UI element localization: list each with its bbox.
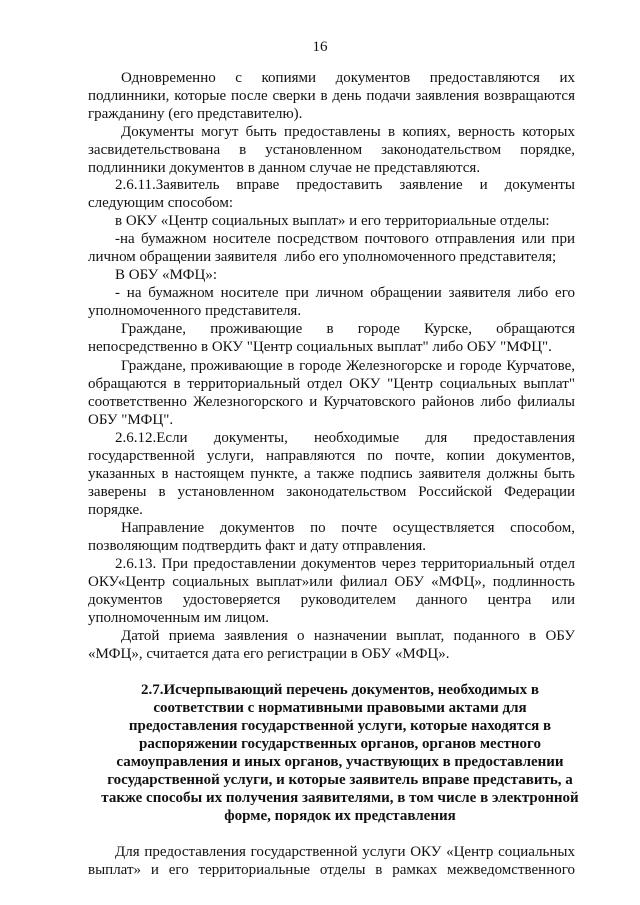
text-line: уполномоченного представителя.	[88, 303, 302, 319]
page-number: 16	[312, 39, 328, 55]
text-line: в ОКУ «Центр социальных выплат» и его территориальные отделы:	[115, 213, 550, 229]
text-line: - на бумажном носителе при личном обращении заявителя либо его	[115, 285, 575, 301]
text-line: выплат» и его территориальные отделы в рамках межведомственного	[88, 862, 575, 878]
text-line: следующим способом:	[88, 195, 233, 211]
text-line: Документы могут быть предоставлены в копиях, верность которых	[121, 124, 575, 140]
section-heading-line: распоряжении государственных органов, органов местного	[139, 736, 541, 752]
text-line: уполномоченным им лицом.	[88, 610, 270, 626]
text-line: документов удостоверяется руководителем данного центра или	[88, 592, 575, 608]
text-line: указанных в настоящем пункте, а также подпись заявителя должны быть	[88, 466, 575, 482]
text-line: засвидетельствована в установленном законодательством порядке,	[88, 142, 575, 158]
section-heading-line: государственной услуги, и которые заявитель вправе представить, а	[107, 772, 573, 788]
text-line: 2.6.13. При предоставлении документов через территориальный отдел	[115, 556, 575, 572]
text-line: Граждане, проживающие в городе Курске, обращаются	[121, 321, 575, 337]
text-line: подлинники, которые после сверки в день подачи заявления возвращаются	[88, 88, 575, 104]
text-line: гражданину (его представителю).	[88, 106, 303, 122]
section-heading-line: самоуправления и иных органов, участвующих в предоставлении	[116, 754, 564, 770]
section-heading-line: также способы их получения заявителями, в том числе в электронной	[101, 790, 579, 806]
text-line: Направление документов по почте осуществляется способом,	[121, 520, 575, 536]
text-line: Граждане, проживающие в городе Железногорске и городе Курчатове,	[121, 358, 575, 374]
text-line: порядке.	[88, 502, 143, 518]
text-line: Для предоставления государственной услуги ОКУ «Центр социальных	[115, 844, 575, 860]
text-line: 2.6.12.Если документы, необходимые для предоставления	[115, 430, 575, 446]
text-line: заверены в установленном законодательством Российской Федерации	[88, 484, 575, 500]
text-line: -на бумажном носителе посредством почтового отправления или при	[115, 231, 575, 247]
text-line: подлинники документов в данном случае не представляются.	[88, 160, 481, 176]
text-line: позволяющим подтвердить факт и дату отправления.	[88, 538, 427, 554]
text-line: личном обращении заявителя либо его уполномоченного представителя;	[88, 249, 557, 265]
text-line: ОКУ«Центр социальных выплат»или филиал ОБУ «МФЦ», подлинность	[88, 574, 575, 590]
text-line: В ОБУ «МФЦ»:	[115, 267, 218, 283]
text-line: 2.6.11.Заявитель вправе предоставить заявление и документы	[115, 177, 575, 193]
section-heading-line: соответствии с нормативными правовыми актами для	[153, 700, 527, 716]
text-line: государственной услуги, направляются по почте, копии документов,	[88, 448, 575, 464]
text-line: соответственно Железногорского и Курчатовского районов либо филиалы	[88, 394, 575, 410]
text-line: ОБУ "МФЦ".	[88, 412, 174, 428]
section-heading-line: предоставления государственной услуги, которые находятся в	[128, 718, 552, 734]
section-heading-line: форме, порядок их представления	[224, 808, 456, 824]
text-line: обращаются в территориальный отдел ОКУ "Центр социальных выплат"	[88, 376, 575, 392]
text-line: Одновременно с копиями документов предоставляются их	[121, 70, 575, 86]
text-line: Датой приема заявления о назначении выплат, поданного в ОБУ	[121, 628, 575, 644]
text-line: непосредственно в ОКУ "Центр социальных выплат" либо ОБУ "МФЦ".	[88, 339, 552, 355]
text-line: «МФЦ», считается дата его регистрации в ОБУ «МФЦ».	[88, 646, 450, 662]
section-heading-line: 2.7.Исчерпывающий перечень документов, необходимых в	[141, 682, 539, 698]
